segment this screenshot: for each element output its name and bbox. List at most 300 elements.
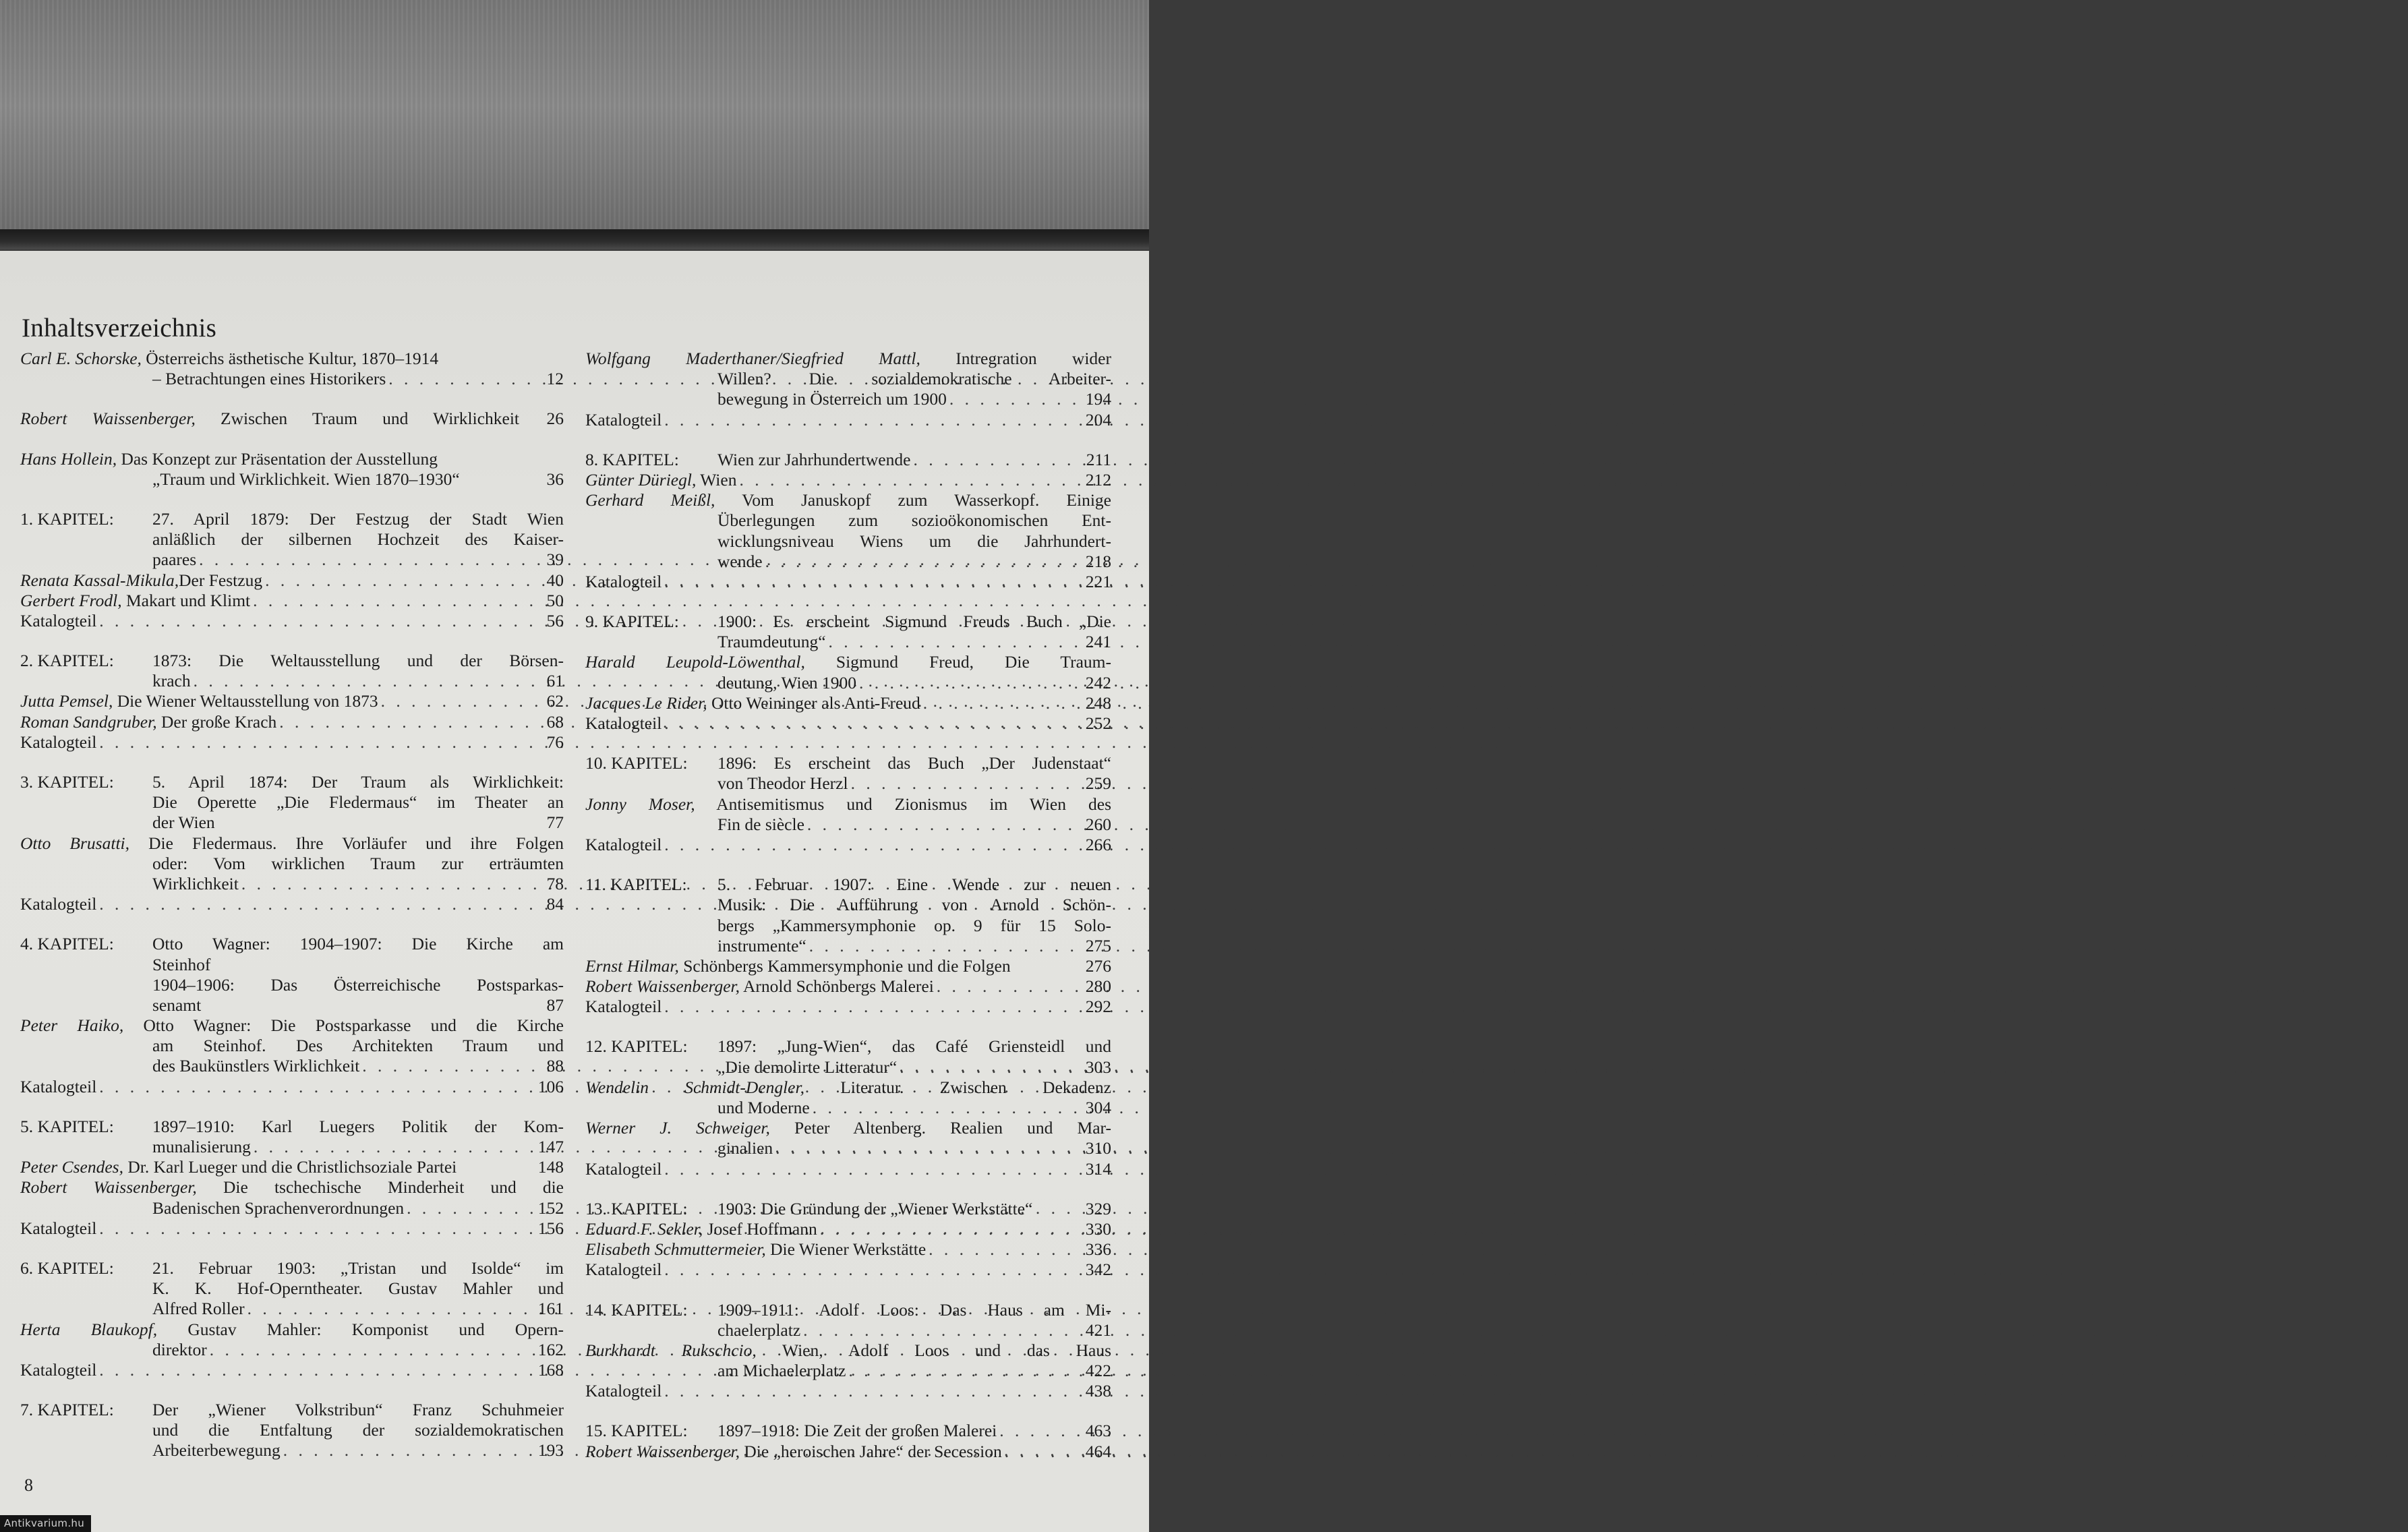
entry-title: 1897–1918: Die Zeit der großen Malerei (717, 1421, 997, 1441)
entry-text (20, 611, 96, 631)
page-ref: 78 (546, 873, 564, 893)
author-name: Elisabeth Schmuttermeier, (585, 1239, 766, 1260)
toc-line (585, 956, 1111, 976)
entry-text (585, 652, 1111, 672)
dot-leader (662, 1260, 1067, 1280)
page-top-edge (0, 229, 1149, 249)
entry-text (585, 956, 1011, 976)
entry-title: wicklungsniveau Wiens um die Jahrhundert- (717, 531, 1111, 551)
toc-section (585, 1199, 1111, 1280)
page-ref: 88 (546, 1056, 564, 1076)
entry-text (717, 1057, 897, 1078)
toc-line (20, 934, 564, 954)
toc-line (20, 1198, 564, 1218)
toc-section (20, 772, 564, 914)
entry-title: Wien (696, 469, 737, 490)
toc-line (585, 490, 1111, 510)
section-gap (585, 1401, 1111, 1421)
entry-text (152, 1258, 564, 1278)
author-name: Harald Leupold-Löwenthal, (585, 652, 805, 672)
toc-line (20, 409, 564, 429)
entry-title: Der Festzug (179, 570, 263, 590)
entry-text (20, 833, 564, 854)
toc-line (585, 673, 1111, 693)
section-gap (585, 592, 1111, 612)
dot-leader (96, 1077, 519, 1097)
entry-text (585, 349, 1111, 369)
entry-title: Katalogteil (585, 1381, 662, 1401)
page-ref: 275 (1085, 935, 1111, 955)
entry-title: Arnold Schönbergs Malerei (740, 976, 934, 997)
toc-line (20, 1340, 564, 1360)
entry-text (717, 612, 1111, 632)
section-gap (585, 430, 1111, 450)
entry-text (152, 874, 239, 894)
entry-title: Katalogteil (585, 1260, 662, 1280)
entry-title: Katalogteil (585, 409, 662, 430)
entry-title: Katalogteil (585, 1158, 662, 1179)
dot-leader (96, 732, 519, 753)
entry-title: Vom Januskopf zum Wasserkopf. Einige (715, 490, 1111, 510)
entry-title: Literatur. Zwischen Dekadenz (804, 1077, 1111, 1097)
dot-leader (736, 470, 1067, 490)
author-name: Renata Kassal-Mikula, (20, 570, 179, 590)
toc-line (20, 1440, 564, 1461)
section-gap (585, 734, 1111, 753)
entry-title: oder: Vom wirklichen Traum zur erträumten (152, 853, 564, 873)
dot-leader (386, 369, 519, 389)
chapter-label: 9. KAPITEL: (585, 612, 679, 632)
toc-line (585, 875, 1111, 895)
entry-text (585, 1260, 662, 1280)
entry-text (585, 997, 662, 1017)
entry-text (152, 1056, 359, 1076)
author-name: Robert Waissenberger, (585, 976, 740, 997)
page-ref: 62 (546, 691, 564, 711)
toc-line (20, 1420, 564, 1440)
page-ref: 422 (1085, 1361, 1111, 1381)
toc-line (585, 632, 1111, 652)
entry-text (20, 1157, 457, 1177)
page-ref: 310 (1085, 1138, 1111, 1158)
dot-leader (848, 773, 1067, 794)
entry-text (717, 510, 1111, 531)
entry-text (717, 773, 848, 794)
toc-line (585, 510, 1111, 531)
entry-title: 5. Februar 1907: Eine Wende zur neuen (717, 875, 1111, 895)
entry-title: Die „heroischen Jahre“ der Secession (740, 1441, 1002, 1461)
page-ref: 292 (1085, 997, 1111, 1017)
entry-text (20, 449, 438, 469)
entry-title: am Michaelerplatz (717, 1361, 846, 1381)
page-ref: 241 (1085, 632, 1111, 652)
toc-line (20, 1077, 564, 1097)
page-ref: 61 (546, 671, 564, 691)
page-ref: 162 (537, 1339, 564, 1359)
toc-section (585, 1421, 1111, 1461)
chapter-label: 11. KAPITEL: (585, 875, 687, 895)
entry-text (152, 854, 564, 874)
dot-leader (662, 1381, 1067, 1401)
entry-title: Steinhof (152, 954, 211, 974)
entry-title: direktor (152, 1339, 207, 1359)
entry-title: Überlegungen zum sozioökonomischen Ent- (717, 510, 1111, 531)
page-ref: 204 (1085, 409, 1111, 430)
section-gap (20, 914, 564, 934)
entry-title: Katalogteil (20, 610, 97, 630)
page-ref: 266 (1085, 834, 1111, 854)
entry-title: Otto Wagner: Die Postsparkasse und die Kirche (123, 1015, 564, 1036)
dot-leader (662, 835, 1067, 855)
page-ref: 12 (546, 369, 564, 389)
author-name: Carl E. Schorske, (20, 349, 142, 368)
entry-text (20, 1320, 564, 1340)
entry-title: ginalien (717, 1138, 773, 1158)
dot-leader (800, 1320, 1067, 1340)
page-ref: 336 (1085, 1239, 1111, 1260)
page-ref: 50 (546, 590, 564, 610)
toc-line (585, 389, 1111, 409)
dot-leader (920, 693, 1067, 713)
entry-title: Katalogteil (20, 894, 97, 914)
toc-line (20, 671, 564, 691)
entry-text (152, 1117, 564, 1137)
chapter-label: 10. KAPITEL: (585, 753, 688, 773)
entry-text (152, 1036, 564, 1056)
entry-title: Katalogteil (585, 834, 662, 854)
entry-text (585, 1239, 926, 1260)
entry-text (585, 572, 662, 592)
page-ref: 168 (537, 1359, 564, 1380)
toc-line (585, 936, 1111, 956)
author-name: Jacques Le Rider, (585, 693, 707, 713)
dot-leader (817, 1219, 1067, 1239)
entry-title: Die tschechische Minderheit und die (196, 1177, 564, 1198)
author-name: Hans Hollein, (20, 448, 117, 469)
toc-line (20, 591, 564, 611)
toc-section (20, 651, 564, 753)
book-page (0, 251, 1149, 1532)
entry-title: Der „Wiener Volkstribun“ Franz Schuhmeier (152, 1400, 564, 1420)
toc-section (20, 349, 564, 389)
entry-title: Zwischen Traum und Wirklichkeit (195, 409, 520, 429)
toc-line (585, 1381, 1111, 1401)
toc-line (585, 1219, 1111, 1239)
entry-text (585, 693, 920, 713)
dot-leader (250, 591, 519, 611)
entry-title: Makart und Klimt (121, 590, 251, 610)
page-ref: 242 (1085, 672, 1111, 693)
entry-text (152, 1299, 245, 1319)
section-gap (585, 1017, 1111, 1036)
toc-line (585, 1118, 1111, 1138)
entry-title: 21. Februar 1903: „Tristan und Isolde“ im (152, 1258, 564, 1278)
entry-text (20, 591, 250, 611)
entry-title: Alfred Roller (152, 1299, 245, 1319)
entry-text (20, 691, 378, 711)
dot-leader (239, 874, 519, 894)
dot-leader (947, 389, 1067, 409)
page-ref: 147 (537, 1137, 564, 1156)
dot-leader (96, 611, 519, 631)
watermark: Antikvarium.hu (0, 1515, 91, 1532)
toc-line (20, 469, 564, 490)
entry-text (152, 1420, 564, 1440)
toc-line (20, 712, 564, 732)
dot-leader (359, 1056, 519, 1076)
toc-line (20, 369, 564, 389)
author-name: Eduard F. Sekler, (585, 1218, 703, 1239)
toc-line (20, 1400, 564, 1420)
toc-section (20, 1400, 564, 1461)
entry-title: Katalogteil (20, 732, 97, 752)
toc-line (585, 815, 1111, 835)
toc-line (20, 1137, 564, 1157)
toc-line (20, 874, 564, 894)
toc-line (585, 1421, 1111, 1441)
entry-text (717, 753, 1111, 773)
dot-leader (404, 1198, 519, 1218)
entry-title: deutung, Wien 1900 (717, 672, 857, 693)
author-name: Robert Waissenberger, (20, 409, 196, 429)
toc-section (20, 409, 564, 429)
toc-section (585, 349, 1111, 430)
entry-title: paares (152, 550, 197, 570)
entry-title: chaelerplatz (717, 1320, 801, 1340)
toc-line (20, 894, 564, 914)
entry-title: 1897: „Jung-Wien“, das Café Griensteidl und (717, 1036, 1111, 1057)
author-name: Günter Düriegl, (585, 469, 697, 490)
entry-title: am Steinhof. Des Architekten Traum und (152, 1036, 564, 1056)
entry-text (152, 975, 564, 995)
entry-text (585, 794, 1111, 815)
entry-title: Wirklichkeit (152, 873, 239, 893)
entry-title: K. K. Hof-Operntheater. Gustav Mahler und (152, 1278, 564, 1299)
toc-line (585, 1057, 1111, 1078)
dot-leader (926, 1239, 1067, 1260)
entry-title: „Die demolirte Litteratur“ (717, 1057, 898, 1077)
entry-title: Badenischen Sprachenverordnungen (152, 1198, 405, 1218)
section-gap (20, 631, 564, 651)
dot-leader (281, 1440, 519, 1461)
toc-line (585, 450, 1111, 470)
entry-title: Intregration wider (920, 349, 1111, 368)
dot-leader (934, 976, 1067, 997)
toc-line (20, 1320, 564, 1340)
chapter-label: 2. KAPITEL: (20, 651, 114, 671)
toc-line (585, 835, 1111, 855)
toc-line (20, 1056, 564, 1076)
toc-line (585, 713, 1111, 734)
entry-text (585, 470, 736, 490)
author-name: Peter Haiko, (20, 1015, 124, 1036)
entry-text (717, 1138, 773, 1158)
section-gap (20, 1097, 564, 1117)
author-name: Robert Waissenberger, (20, 1177, 197, 1198)
entry-text (152, 934, 564, 954)
dot-leader (763, 552, 1067, 572)
toc-line (585, 552, 1111, 572)
entry-text (717, 369, 1111, 389)
section-gap (20, 753, 564, 772)
dot-leader (806, 936, 1067, 956)
chapter-label: 4. KAPITEL: (20, 934, 114, 954)
entry-text (152, 995, 201, 1015)
entry-title: Gustav Mahler: Komponist und Opern- (157, 1319, 564, 1339)
entry-title: Die Fledermaus. Ihre Vorläufer und ihre Folgen (129, 833, 564, 853)
entry-title: Das Konzept zur Präsentation der Ausstellung (117, 448, 438, 469)
chapter-label: 5. KAPITEL: (20, 1116, 114, 1136)
author-name: Burkhardt Rukschcio, (585, 1340, 757, 1360)
toc-line (20, 651, 564, 671)
page-ref: 463 (1085, 1421, 1111, 1441)
page-ref: 304 (1085, 1098, 1111, 1117)
author-name: Gerbert Frodl, (20, 590, 122, 610)
entry-text (717, 1098, 810, 1118)
dot-leader (804, 815, 1067, 835)
entry-text (20, 1177, 564, 1198)
entry-text (717, 916, 1111, 936)
author-name: Jonny Moser, (585, 794, 695, 814)
page-ref: 56 (546, 610, 564, 630)
entry-text (20, 1218, 96, 1239)
entry-text (717, 450, 910, 470)
toc-section (585, 1300, 1111, 1402)
toc-line (20, 732, 564, 753)
entry-title: von Theodor Herzl (717, 773, 848, 794)
toc-line (20, 1218, 564, 1239)
entry-text (20, 1360, 96, 1380)
entry-text (20, 409, 519, 429)
dot-leader (262, 570, 519, 591)
toc-line (20, 854, 564, 874)
entry-title: Der große Krach (156, 711, 277, 732)
entry-title: und die Entfaltung der sozialdemokratischen (152, 1420, 564, 1440)
dot-leader (96, 1360, 519, 1380)
entry-text (20, 349, 438, 369)
dot-leader (662, 997, 1067, 1017)
toc-line (585, 895, 1111, 915)
entry-title: senamt (152, 995, 202, 1015)
page-ref: 342 (1085, 1260, 1111, 1280)
entry-text (152, 1340, 207, 1360)
entry-text (152, 469, 460, 490)
entry-title: 1897–1910: Karl Luegers Politik der Kom- (152, 1116, 564, 1136)
toc-column-right (585, 349, 1111, 1462)
author-name: Wolfgang Maderthaner/Siegfried Mattl, (585, 349, 920, 368)
page-ref: 39 (546, 550, 564, 570)
entry-text (152, 529, 564, 550)
entry-text (717, 389, 947, 409)
toc-line (585, 1361, 1111, 1381)
toc-line (585, 753, 1111, 773)
entry-title: Otto Wagner: 1904–1907: Die Kirche am (152, 934, 564, 954)
page-ref: 211 (1086, 449, 1111, 469)
toc-line (585, 470, 1111, 490)
toc-line (585, 1078, 1111, 1098)
toc-line (585, 976, 1111, 997)
chapter-label: 12. KAPITEL: (585, 1036, 688, 1057)
entry-title: Fin de siècle (717, 814, 804, 834)
section-gap (20, 1239, 564, 1258)
entry-title: anläßlich der silbernen Hochzeit des Kaiser- (152, 529, 564, 550)
toc-line (20, 691, 564, 711)
entry-text (585, 1381, 662, 1401)
entry-text (152, 1440, 281, 1461)
entry-text (20, 1015, 564, 1036)
author-name: Jutta Pemsel, (20, 691, 113, 711)
entry-text (20, 894, 96, 914)
toc-line (20, 449, 564, 469)
toc-line (585, 612, 1111, 632)
chapter-label: 7. KAPITEL: (20, 1400, 114, 1420)
photo-backdrop (0, 0, 1149, 236)
toc-line (585, 916, 1111, 936)
entry-title: Katalogteil (20, 1359, 97, 1380)
page-ref: 260 (1085, 814, 1111, 834)
dot-leader (96, 894, 519, 914)
author-name: Roman Sandgruber, (20, 711, 157, 732)
entry-title: und Moderne (717, 1098, 810, 1117)
dot-leader (846, 1361, 1067, 1381)
author-name: Werner J. Schweiger, (585, 1118, 770, 1138)
toc-section (20, 449, 564, 490)
toc-line (585, 1239, 1111, 1260)
toc-column-left (20, 349, 564, 1461)
entry-title: 1904–1906: Das Österreichische Postsparkas- (152, 974, 564, 995)
chapter-label: 6. KAPITEL: (20, 1258, 114, 1278)
section-gap (20, 1380, 564, 1400)
entry-title: des Baukünstlers Wirklichkeit (152, 1056, 360, 1076)
entry-title: 5. April 1874: Der Traum als Wirklichkeit: (152, 772, 564, 792)
toc-line (20, 1258, 564, 1278)
entry-text (20, 712, 276, 732)
dot-leader (910, 450, 1067, 470)
dot-leader (662, 713, 1067, 734)
page-ref: 152 (537, 1198, 564, 1218)
page-ref: 40 (546, 570, 564, 590)
toc-section (20, 509, 564, 631)
dot-leader (378, 691, 519, 711)
section-gap (20, 490, 564, 509)
toc-line (585, 369, 1111, 389)
toc-line (20, 975, 564, 995)
entry-text (717, 673, 856, 693)
toc-line (20, 1278, 564, 1299)
page-number: 8 (24, 1475, 33, 1495)
toc-line (20, 833, 564, 854)
toc-section (585, 875, 1111, 1017)
page-ref: 26 (546, 409, 564, 429)
page-ref: 36 (546, 469, 564, 489)
toc-line (585, 1036, 1111, 1057)
page-ref: 303 (1085, 1057, 1111, 1077)
entry-text (152, 1137, 251, 1157)
entry-title: Katalogteil (585, 997, 662, 1017)
entry-title: instrumente“ (717, 935, 806, 955)
page-ref: 248 (1085, 693, 1111, 713)
entry-text (152, 550, 196, 570)
entry-title: 1909–1911: Adolf Loos: Das Haus am Mi- (717, 1299, 1111, 1320)
dot-leader (245, 1299, 519, 1319)
entry-title: Wien, Adolf Loos und das Haus (756, 1340, 1111, 1360)
toc-section (585, 450, 1111, 592)
entry-title: bergs „Kammersymphonie op. 9 für 15 Solo- (717, 915, 1111, 935)
entry-text (717, 1320, 800, 1340)
entry-text (152, 671, 191, 691)
toc-line (20, 529, 564, 550)
dot-leader (662, 410, 1067, 430)
